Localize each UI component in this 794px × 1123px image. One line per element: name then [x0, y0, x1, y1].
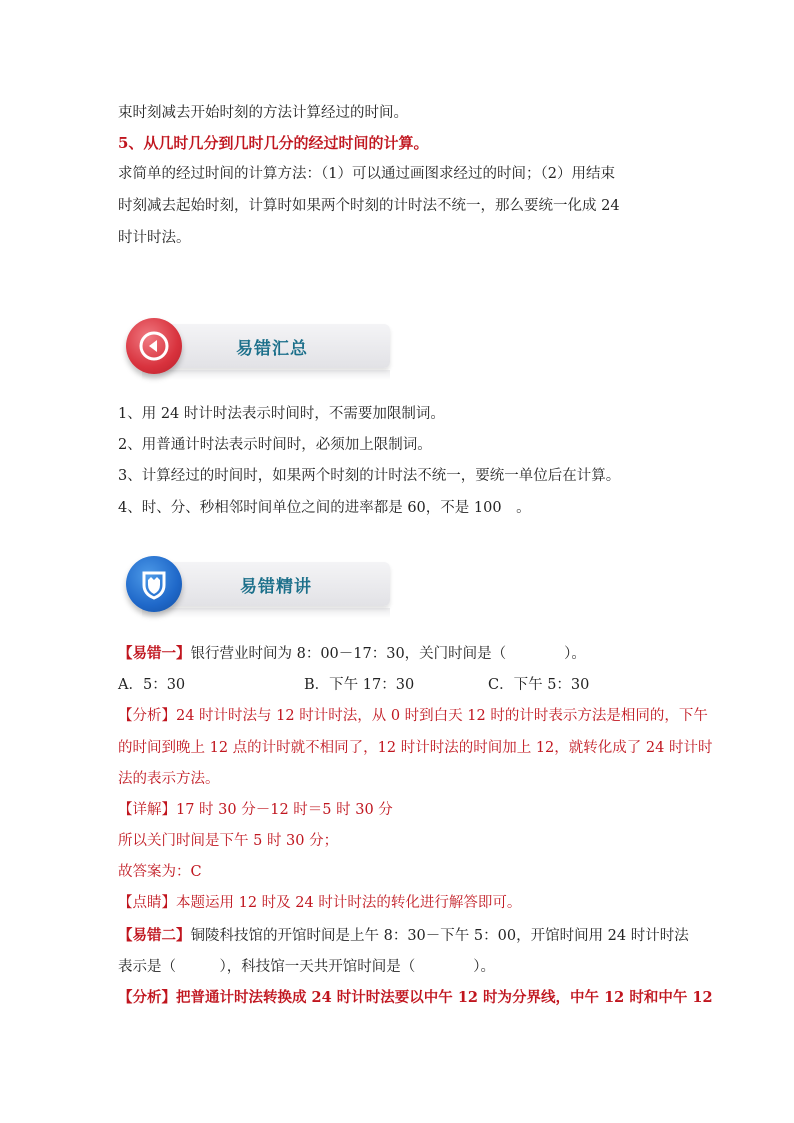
answer-label: 故答案为：: [118, 864, 191, 880]
question-text: 铜陵科技馆的开馆时间是上午 8：30－下午 5：00，开馆时间用 24 时计时法: [190, 928, 689, 944]
section-heading-5: 5、从几时几分到几时几分的经过时间的计算。: [118, 134, 429, 152]
question-tag: 【易错一】: [118, 645, 191, 662]
analysis-line: 法的表示方法。: [118, 771, 220, 787]
body-line: 时刻减去起始时刻，计算时如果两个时刻的计时法不统一，那么要统一化成 24: [118, 198, 620, 214]
analysis-text: 24 时计时法与 12 时计时法，从 0 时到白天 12 时的计时表示方法是相同的，下午: [176, 708, 708, 724]
comment-text: 本题运用 12 时及 24 时计时法的转化进行解答即可。: [176, 895, 522, 911]
question-1: [118, 644, 586, 664]
analysis-text: 把普通计时法转换成 24 时计时法要以中午 12 时为分界线，中午 12 时和中午 12: [176, 989, 713, 1006]
question-text-line: 表示是（ ），科技馆一天共开馆时间是（ ）。: [118, 959, 495, 975]
comment-tag: 【点睛】: [118, 895, 176, 911]
answer-line: [118, 862, 202, 882]
banner-title: 易错精讲: [240, 577, 312, 597]
analysis-tag: 【分析】: [118, 708, 176, 724]
option-a: A．5：30: [118, 677, 186, 693]
list-item: 4、时、分、秒相邻时间单位之间的进率都是 60，不是 100 。: [118, 500, 531, 516]
question-text: 银行营业时间为 8：00－17：30，关门时间是（ ）。: [190, 646, 586, 662]
detail-line: [118, 800, 393, 820]
body-line: 求简单的经过时间的计算方法：（1）可以通过画图求经过的时间；（2）用结束: [118, 166, 615, 182]
list-item: 3、计算经过的时间时，如果两个时刻的计时法不统一，要统一单位后在计算。: [118, 468, 621, 484]
body-line: 束时刻减去开始时刻的方法计算经过的时间。: [118, 105, 408, 121]
list-item: 2、用普通计时法表示时间时，必须加上限制词。: [118, 437, 432, 453]
detail-tag: 【详解】: [118, 802, 176, 818]
analysis-tag: 【分析】: [118, 989, 176, 1006]
question-tag: 【易错二】: [118, 927, 191, 944]
banner-title: 易错汇总: [236, 339, 308, 359]
arrow-left-icon: [126, 318, 182, 374]
analysis-line: [118, 988, 713, 1008]
answer-value: C: [190, 864, 202, 880]
detail-text: 17 时 30 分－12 时＝5 时 30 分: [176, 802, 393, 818]
list-item: 1、用 24 时计时法表示时间时，不需要加限制词。: [118, 406, 445, 422]
question-2: [118, 926, 689, 946]
analysis-line: [118, 706, 708, 726]
analysis-line: 的时间到晚上 12 点的计时就不相同了，12 时计时法的时间加上 12，就转化成了 24 时计时: [118, 740, 713, 756]
comment-line: [118, 893, 521, 913]
option-c: C．下午 5：30: [488, 677, 590, 693]
detail-line: 所以关门时间是下午 5 时 30 分；: [118, 833, 339, 849]
body-line: 时计时法。: [118, 230, 191, 246]
option-b: B．下午 17：30: [304, 677, 415, 693]
shield-icon: [126, 556, 182, 612]
banner-error-summary: [120, 320, 392, 374]
banner-error-explain: [120, 558, 392, 612]
